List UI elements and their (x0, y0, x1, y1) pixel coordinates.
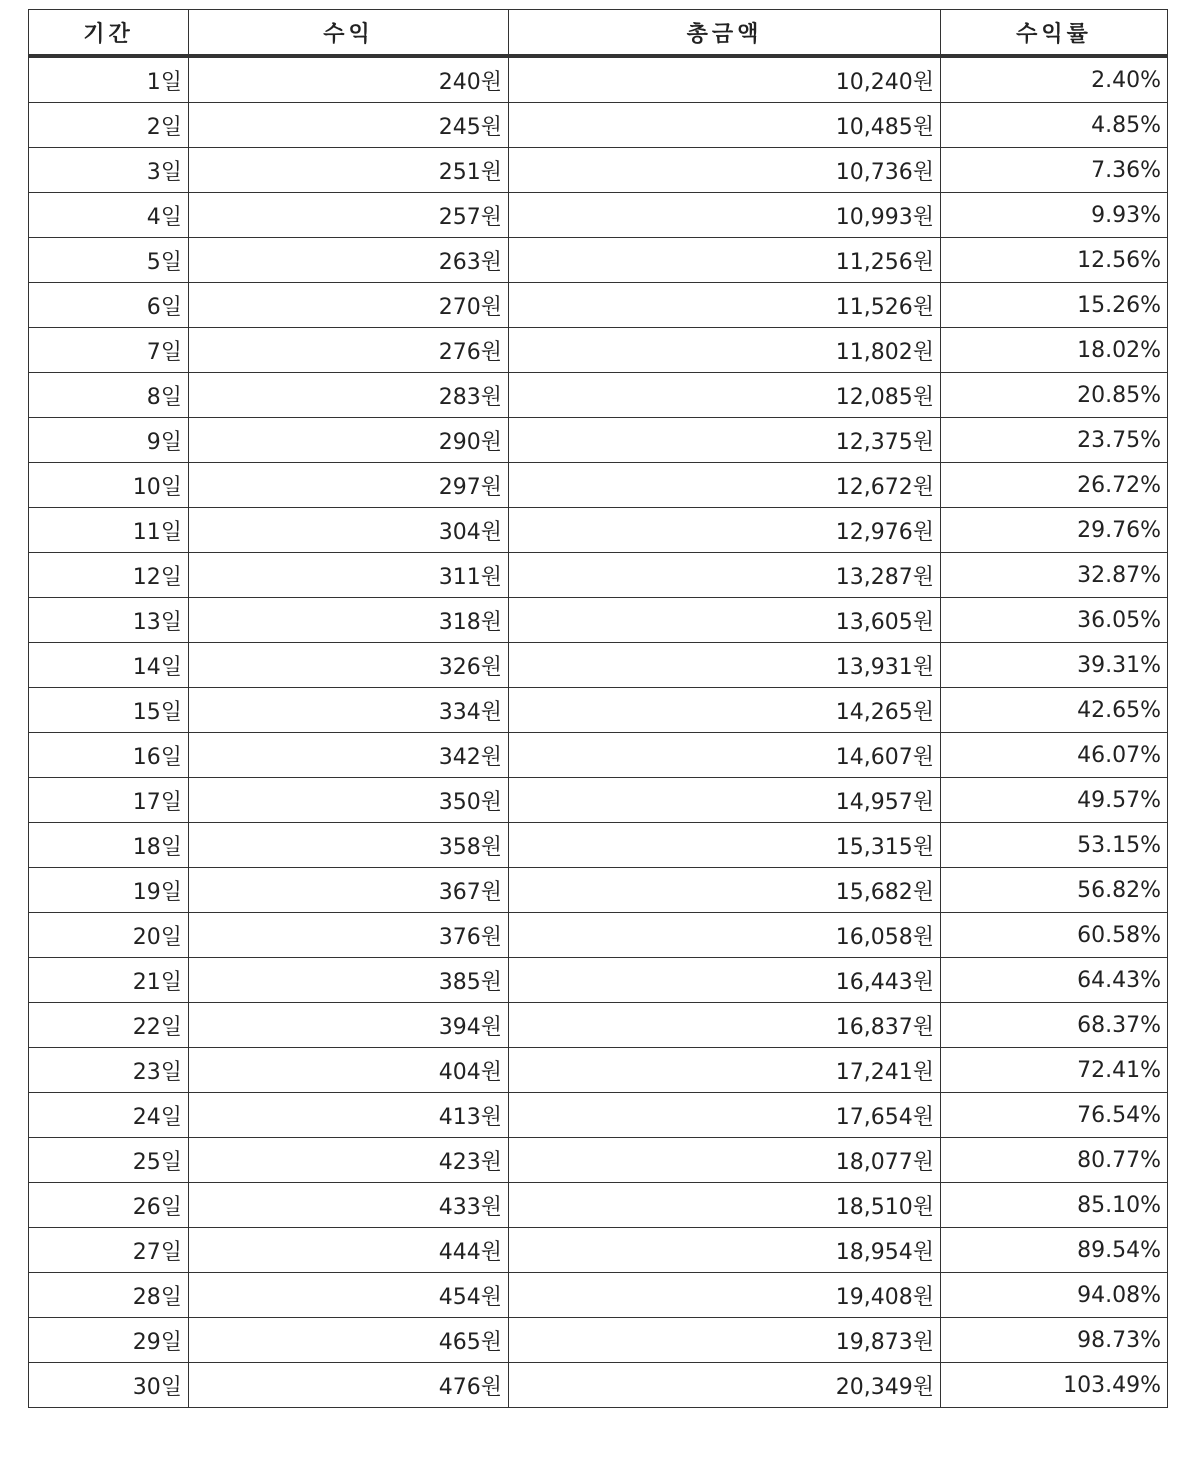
cell-period: 15일 (29, 688, 189, 733)
cell-return-rate: 94.08% (941, 1273, 1168, 1318)
table-row (29, 643, 1168, 688)
table-row (29, 1048, 1168, 1093)
cell-return-rate: 103.49% (941, 1363, 1168, 1408)
table-row (29, 1273, 1168, 1318)
cell-period: 9일 (29, 418, 189, 463)
table-row (29, 733, 1168, 778)
cell-profit: 257원 (189, 193, 509, 238)
table-row (29, 913, 1168, 958)
returns-table (28, 9, 1168, 1408)
cell-profit: 334원 (189, 688, 509, 733)
cell-period: 20일 (29, 913, 189, 958)
cell-return-rate: 18.02% (941, 328, 1168, 373)
cell-profit: 476원 (189, 1363, 509, 1408)
cell-profit: 342원 (189, 733, 509, 778)
cell-total-amount: 11,526원 (509, 283, 941, 328)
cell-period: 13일 (29, 598, 189, 643)
cell-period: 4일 (29, 193, 189, 238)
header-return-rate: 수익률 (941, 10, 1168, 57)
cell-period: 14일 (29, 643, 189, 688)
table-row (29, 508, 1168, 553)
cell-total-amount: 16,058원 (509, 913, 941, 958)
cell-total-amount: 13,931원 (509, 643, 941, 688)
cell-profit: 276원 (189, 328, 509, 373)
cell-total-amount: 17,241원 (509, 1048, 941, 1093)
cell-profit: 465원 (189, 1318, 509, 1363)
cell-total-amount: 11,256원 (509, 238, 941, 283)
cell-period: 11일 (29, 508, 189, 553)
table-container (28, 9, 1168, 1408)
cell-total-amount: 13,287원 (509, 553, 941, 598)
header-profit: 수익 (189, 10, 509, 57)
cell-return-rate: 89.54% (941, 1228, 1168, 1273)
cell-period: 17일 (29, 778, 189, 823)
cell-total-amount: 18,954원 (509, 1228, 941, 1273)
table-row (29, 1183, 1168, 1228)
cell-profit: 270원 (189, 283, 509, 328)
cell-profit: 350원 (189, 778, 509, 823)
cell-total-amount: 12,375원 (509, 418, 941, 463)
cell-profit: 385원 (189, 958, 509, 1003)
cell-period: 18일 (29, 823, 189, 868)
cell-period: 12일 (29, 553, 189, 598)
cell-total-amount: 18,510원 (509, 1183, 941, 1228)
table-body (29, 56, 1168, 1408)
header-total-amount: 총금액 (509, 10, 941, 57)
cell-period: 28일 (29, 1273, 189, 1318)
cell-total-amount: 15,682원 (509, 868, 941, 913)
table-row (29, 868, 1168, 913)
cell-return-rate: 32.87% (941, 553, 1168, 598)
cell-profit: 311원 (189, 553, 509, 598)
cell-period: 7일 (29, 328, 189, 373)
table-row (29, 553, 1168, 598)
cell-return-rate: 98.73% (941, 1318, 1168, 1363)
cell-return-rate: 9.93% (941, 193, 1168, 238)
cell-total-amount: 16,837원 (509, 1003, 941, 1048)
cell-period: 6일 (29, 283, 189, 328)
cell-total-amount: 16,443원 (509, 958, 941, 1003)
cell-profit: 283원 (189, 373, 509, 418)
table-row (29, 778, 1168, 823)
table-row (29, 1228, 1168, 1273)
table-row (29, 418, 1168, 463)
cell-period: 29일 (29, 1318, 189, 1363)
table-row (29, 463, 1168, 508)
header-row (29, 10, 1168, 57)
cell-total-amount: 14,957원 (509, 778, 941, 823)
cell-return-rate: 85.10% (941, 1183, 1168, 1228)
cell-total-amount: 12,085원 (509, 373, 941, 418)
cell-profit: 358원 (189, 823, 509, 868)
cell-period: 22일 (29, 1003, 189, 1048)
cell-total-amount: 10,736원 (509, 148, 941, 193)
cell-profit: 297원 (189, 463, 509, 508)
cell-total-amount: 17,654원 (509, 1093, 941, 1138)
cell-return-rate: 39.31% (941, 643, 1168, 688)
table-row (29, 238, 1168, 283)
cell-total-amount: 11,802원 (509, 328, 941, 373)
table-row (29, 688, 1168, 733)
table-row (29, 148, 1168, 193)
cell-profit: 454원 (189, 1273, 509, 1318)
cell-period: 23일 (29, 1048, 189, 1093)
cell-return-rate: 2.40% (941, 56, 1168, 103)
cell-total-amount: 15,315원 (509, 823, 941, 868)
table-row (29, 283, 1168, 328)
cell-return-rate: 56.82% (941, 868, 1168, 913)
cell-return-rate: 7.36% (941, 148, 1168, 193)
table-row (29, 103, 1168, 148)
cell-period: 27일 (29, 1228, 189, 1273)
table-row (29, 56, 1168, 103)
cell-return-rate: 36.05% (941, 598, 1168, 643)
cell-return-rate: 72.41% (941, 1048, 1168, 1093)
cell-total-amount: 14,265원 (509, 688, 941, 733)
cell-return-rate: 68.37% (941, 1003, 1168, 1048)
cell-period: 25일 (29, 1138, 189, 1183)
cell-total-amount: 10,485원 (509, 103, 941, 148)
cell-total-amount: 18,077원 (509, 1138, 941, 1183)
cell-total-amount: 19,408원 (509, 1273, 941, 1318)
cell-period: 2일 (29, 103, 189, 148)
cell-total-amount: 13,605원 (509, 598, 941, 643)
cell-profit: 367원 (189, 868, 509, 913)
cell-total-amount: 12,976원 (509, 508, 941, 553)
cell-return-rate: 4.85% (941, 103, 1168, 148)
cell-period: 1일 (29, 56, 189, 103)
table-row (29, 1138, 1168, 1183)
table-row (29, 1093, 1168, 1138)
cell-return-rate: 20.85% (941, 373, 1168, 418)
table-row (29, 598, 1168, 643)
cell-return-rate: 49.57% (941, 778, 1168, 823)
table-row (29, 823, 1168, 868)
cell-profit: 404원 (189, 1048, 509, 1093)
cell-profit: 433원 (189, 1183, 509, 1228)
cell-return-rate: 29.76% (941, 508, 1168, 553)
cell-total-amount: 14,607원 (509, 733, 941, 778)
cell-return-rate: 12.56% (941, 238, 1168, 283)
cell-total-amount: 19,873원 (509, 1318, 941, 1363)
cell-period: 10일 (29, 463, 189, 508)
cell-period: 21일 (29, 958, 189, 1003)
cell-profit: 444원 (189, 1228, 509, 1273)
header-period: 기간 (29, 10, 189, 57)
cell-profit: 290원 (189, 418, 509, 463)
cell-period: 30일 (29, 1363, 189, 1408)
cell-return-rate: 15.26% (941, 283, 1168, 328)
cell-profit: 376원 (189, 913, 509, 958)
cell-return-rate: 64.43% (941, 958, 1168, 1003)
cell-profit: 240원 (189, 56, 509, 103)
table-row (29, 193, 1168, 238)
cell-profit: 326원 (189, 643, 509, 688)
cell-profit: 318원 (189, 598, 509, 643)
table-row (29, 1363, 1168, 1408)
table-row (29, 1318, 1168, 1363)
cell-return-rate: 80.77% (941, 1138, 1168, 1183)
cell-period: 26일 (29, 1183, 189, 1228)
cell-return-rate: 26.72% (941, 463, 1168, 508)
cell-profit: 413원 (189, 1093, 509, 1138)
cell-total-amount: 12,672원 (509, 463, 941, 508)
table-row (29, 328, 1168, 373)
cell-return-rate: 42.65% (941, 688, 1168, 733)
cell-total-amount: 20,349원 (509, 1363, 941, 1408)
cell-profit: 394원 (189, 1003, 509, 1048)
cell-return-rate: 53.15% (941, 823, 1168, 868)
cell-total-amount: 10,993원 (509, 193, 941, 238)
cell-profit: 245원 (189, 103, 509, 148)
table-row (29, 958, 1168, 1003)
table-row (29, 1003, 1168, 1048)
table-row (29, 373, 1168, 418)
cell-return-rate: 60.58% (941, 913, 1168, 958)
cell-period: 16일 (29, 733, 189, 778)
cell-period: 3일 (29, 148, 189, 193)
cell-profit: 423원 (189, 1138, 509, 1183)
cell-period: 19일 (29, 868, 189, 913)
cell-period: 24일 (29, 1093, 189, 1138)
cell-profit: 304원 (189, 508, 509, 553)
cell-return-rate: 76.54% (941, 1093, 1168, 1138)
cell-total-amount: 10,240원 (509, 56, 941, 103)
cell-return-rate: 23.75% (941, 418, 1168, 463)
table-header (29, 10, 1168, 57)
cell-profit: 263원 (189, 238, 509, 283)
cell-profit: 251원 (189, 148, 509, 193)
cell-period: 5일 (29, 238, 189, 283)
cell-return-rate: 46.07% (941, 733, 1168, 778)
cell-period: 8일 (29, 373, 189, 418)
